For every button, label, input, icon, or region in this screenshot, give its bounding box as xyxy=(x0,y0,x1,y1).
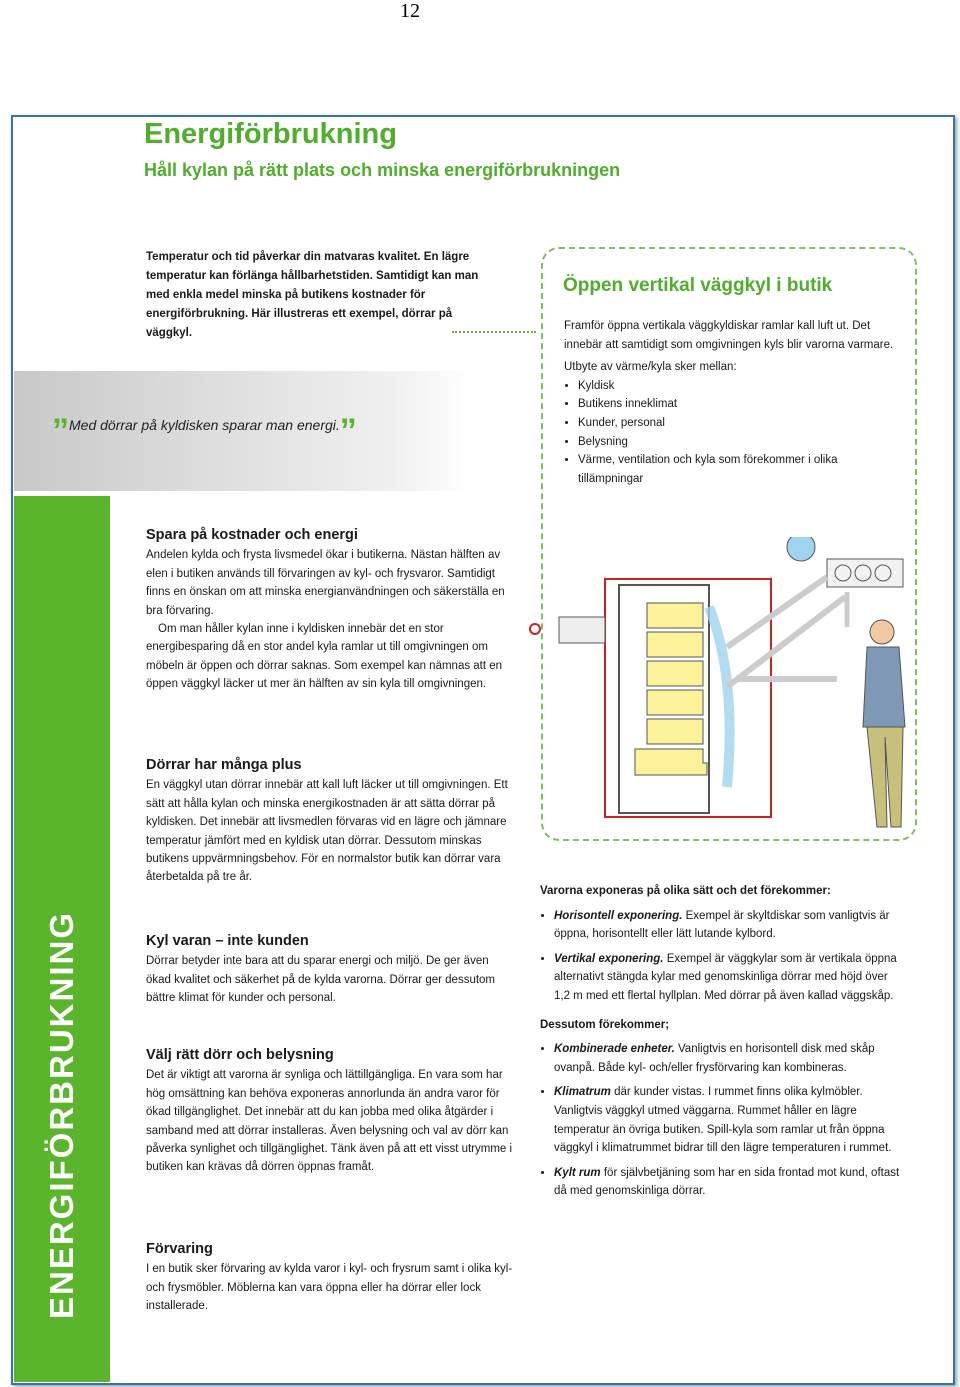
shelf-product xyxy=(647,603,703,628)
list-item: • Belysning xyxy=(578,433,894,452)
heat-icon xyxy=(530,624,540,634)
section-body: Det är viktigt att varorna är synliga och lättillgängliga. En vara som har hög omsättning kan behöva exponeras annorlunda än andra varor för ökad tillgänglighet. Det innebär att du kan jobba med olika åtgärder i samband med att dörrar installeras. Även belysning och val av dörr kan påverka synlighet och tillgänglighet. Tänk även på att ett visst utrymme i butiken kan krävas då dörren öppnas framåt. xyxy=(146,1069,513,1174)
list-item xyxy=(554,1040,900,1077)
ventilation-unit xyxy=(827,559,903,587)
list-item: • Kunder, personal xyxy=(578,414,894,433)
person-head xyxy=(870,620,894,644)
vertical-section-label: ENERGIFÖRBRUKNING xyxy=(43,910,80,1320)
info-box-text xyxy=(564,317,894,488)
section-heading: Kyl varan – inte kunden xyxy=(146,933,309,949)
list-text: Exempel är väggkylar som är vertikala öppna alternativt stängda kylar med genomskinliga dörrar med höjd över 1,2 m med ett flertal hyllplan. Med dörrar på även kallad väggskåp. xyxy=(554,952,897,1002)
person-body xyxy=(863,647,905,727)
info-box-paragraph: Framför öppna vertikala väggkyldiskar ramlar kall luft ut. Det innebär att samtidigt som omgivningen kyls blir varorna varmare. xyxy=(564,320,894,351)
exchange-arrow xyxy=(727,597,845,687)
section-body: Andelen kylda och frysta livsmedel ökar i butikerna. Nästan hälften av elen i butiken används till förvaringen av kyl- och frysvaror. Samtidigt finns en önskan om att minska energianvändningen och säkerställa en bra förvaring. xyxy=(146,549,505,617)
info-box-paragraph: Utbyte av värme/kyla sker mellan: xyxy=(564,361,737,374)
exchange-arrow xyxy=(727,577,827,647)
bottom-product xyxy=(635,749,707,775)
list-item: • Kyldisk xyxy=(578,377,894,396)
list-term: Klimatrum xyxy=(554,1086,611,1099)
list-term: Horisontell exponering. xyxy=(554,909,683,922)
list-text: för självbetjäning som har en sida frontad mot kund, oftast då med genomskinliga dörrar. xyxy=(554,1166,900,1198)
person-legs xyxy=(867,727,903,827)
list-item xyxy=(554,907,900,944)
section-body: En väggkyl utan dörrar innebär att kall luft läcker ut till omgivningen. Ett sätt att hålla kylan och minska energikostnaden är att sätta dörrar på kyldisken. Det innebär att livsmedlen förvaras vid en lägre och jämnare temperatur jämfört med en kyldisk utan dörrar. Dessutom minskas butikens uppvärmningsbehov. För en normalstor butik kan dörrar vara återbetalda på tre år. xyxy=(146,779,508,884)
close-quote-icon: ” xyxy=(339,412,357,450)
section-body: I en butik sker förvaring av kylda varor i kyl- och frysrum samt i olika kyl- och frysmöbler. Möblerna kan vara öppna eller ha dörrar eller lock installerade. xyxy=(146,1263,513,1313)
section-spara xyxy=(146,526,516,694)
also-list xyxy=(540,1040,900,1201)
section-heading: Välj rätt dörr och belysning xyxy=(146,1047,334,1063)
list-text: Vanligtvis en horisontell disk med skåp ovanpå. Både kyl- och/eller frysförvaring kan kombineras. xyxy=(554,1043,875,1074)
exposure-heading: Varorna exponeras på olika sätt och det förekommer: xyxy=(540,885,831,897)
exposure-info xyxy=(540,882,900,1211)
list-term: Kombinerade enheter. xyxy=(554,1043,675,1056)
list-term: Vertikal exponering. xyxy=(554,952,664,965)
section-valj-dorr xyxy=(146,1046,516,1177)
section-heading: Förvaring xyxy=(146,1241,213,1257)
shelf-product xyxy=(647,661,703,686)
page-subtitle: Håll kylan på rätt plats och minska energiförbrukningen xyxy=(144,160,621,180)
list-term: Kylt rum xyxy=(554,1166,601,1179)
section-kyl-varan xyxy=(146,932,516,1008)
open-quote-icon: ” xyxy=(52,412,69,450)
exchange-list xyxy=(564,377,894,489)
exposure-list xyxy=(540,907,900,1006)
pull-quote xyxy=(52,412,357,451)
list-text: Exempel är skyltdiskar som vanligtvis är öppna, horisontellt eller lätt lutande kylbord. xyxy=(554,909,890,941)
refrigeration-unit xyxy=(559,617,605,643)
also-heading: Dessutom förekommer; xyxy=(540,1018,670,1031)
page-number: 12 xyxy=(400,0,420,22)
section-dorrar xyxy=(146,756,516,887)
ceiling-lamp-icon xyxy=(787,537,815,561)
shelf-product xyxy=(647,690,703,715)
list-item xyxy=(554,1083,900,1157)
shelf-product xyxy=(647,632,703,657)
list-item xyxy=(554,1164,900,1201)
list-item xyxy=(554,950,900,1006)
info-box-heading: Öppen vertikal väggkyl i butik xyxy=(563,275,833,296)
section-body: Dörrar betyder inte bara att du sparar energi och miljö. De ger även ökad kvalitet och säkerhet på de kylda varorna. Dörrar ger dessutom bättre klimat för kunder och personal. xyxy=(146,955,496,1005)
list-text: där kunder vistas. I rummet finns olika kylmöbler. Vanligtvis väggkyl utmed väggarna. Rummet håller en lägre temperatur än övriga butiken. Spill-kyla som ramlar ut från öppna väggkyl i klimatrummet bidrar till den lägre temperaturen i rummet. xyxy=(554,1086,892,1155)
section-body: Om man håller kylan inne i kyldisken innebär det en stor energibesparing då en stor andel kyla ramlar ut till omgivningen om möbeln är öppen och dörrar saknas. Som exempel kan nämnas att en öppen väggkyl läcker ut mer än hälften av sin kyla till omgivningen. xyxy=(146,623,503,691)
section-heading: Spara på kostnader och energi xyxy=(146,527,358,543)
cooler-illustration xyxy=(527,537,927,837)
intro-text: Temperatur och tid påverkar din matvaras kvalitet. En lägre temperatur kan förlänga hållbarhetstiden. Samtidigt kan man med enkla medel minska på butikens kostnader för energiförbrukning. Här illustreras ett exempel, dörrar på väggkyl. xyxy=(146,251,479,339)
section-heading: Dörrar har många plus xyxy=(146,757,302,773)
list-item: • Värme, ventilation och kyla som förekommer i olika tillämpningar xyxy=(578,451,894,488)
quote-text: Med dörrar på kyldisken sparar man energi. xyxy=(69,417,340,433)
section-forvaring xyxy=(146,1240,516,1316)
list-item: • Butikens inneklimat xyxy=(578,395,894,414)
cold-air-curtain xyxy=(709,607,730,787)
shelf-product xyxy=(647,719,703,744)
page-title: Energiförbrukning xyxy=(144,118,397,150)
dotted-connector xyxy=(452,331,536,333)
